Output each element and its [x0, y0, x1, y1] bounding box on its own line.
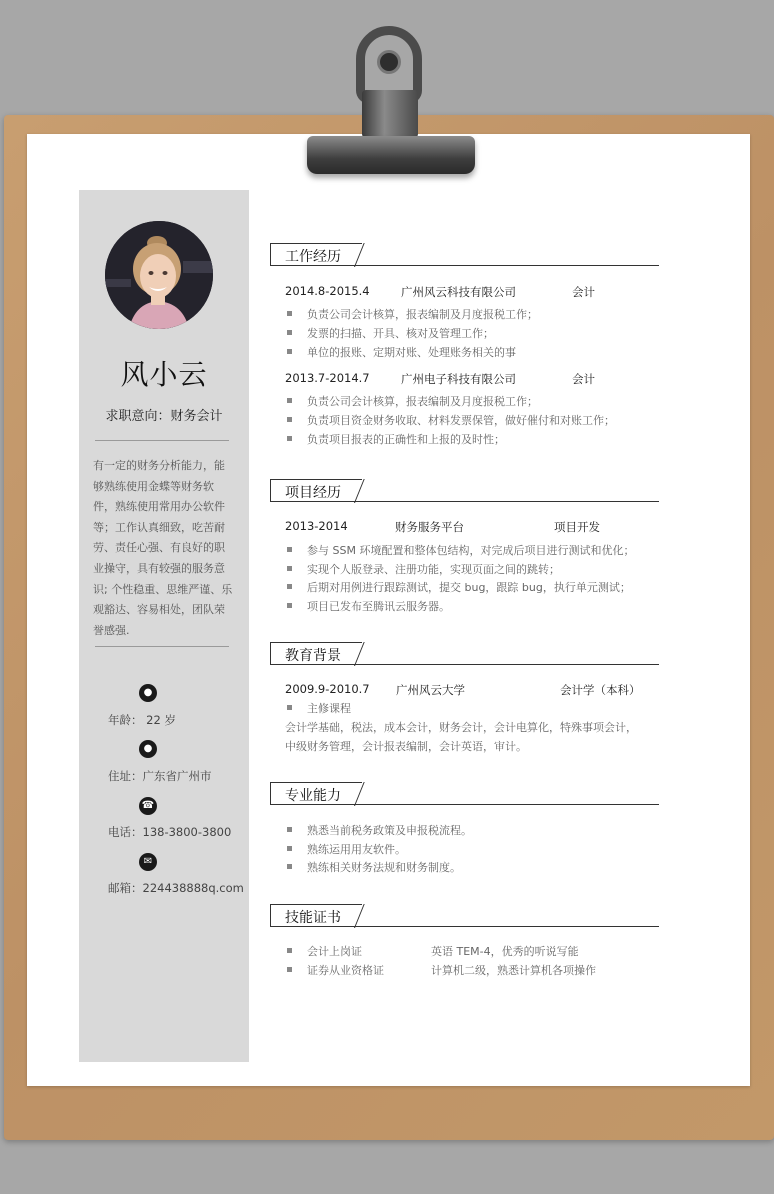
list-item: 后期对用例进行跟踪测试，提交 bug，跟踪 bug，执行单元测试；	[287, 579, 631, 595]
list-item: 实现个人版登录、注册功能，实现页面之间的跳转；	[287, 561, 560, 577]
section-rule	[270, 804, 659, 805]
section-project	[270, 479, 659, 503]
job-period: 2013.7-2014.7	[285, 371, 370, 385]
job-company: 广州电子科技有限公司	[401, 372, 516, 386]
profile-photo	[105, 221, 213, 329]
job-role: 会计	[572, 285, 595, 299]
list-item: 证券从业资格证	[287, 962, 384, 978]
person-icon: ●	[139, 684, 157, 702]
section-title: 教育背景	[285, 648, 341, 664]
binder-clip-base	[307, 136, 475, 174]
self-summary: 有一定的财务分析能力，能够熟练使用金蝶等财务软件，熟练使用常用办公软件等；工作认真细致，吃苦耐劳、责任心强、有良好的职业操守，具有较强的服务意识; 个性稳重、思维严谨、乐观豁达、容易相处，团队荣誉感强.	[93, 459, 233, 637]
education-school: 广州风云大学	[396, 683, 465, 697]
list-item: 参与 SSM 环境配置和整体包结构，对完成后项目进行测试和优化；	[287, 542, 634, 558]
section-rule	[270, 926, 659, 927]
sidebar-divider	[95, 440, 229, 441]
job-company: 广州风云科技有限公司	[401, 285, 516, 299]
education-period: 2009.9-2010.7	[285, 682, 370, 696]
candidate-name: 风小云	[120, 358, 208, 391]
section-skills	[270, 782, 659, 806]
job-role: 会计	[572, 372, 595, 386]
list-item: 负责项目报表的正确性和上报的及时性；	[287, 431, 505, 447]
list-item: 单位的报账、定期对账、处理账务相关的事	[287, 344, 516, 360]
list-item: 熟悉当前税务政策及申报税流程。	[287, 822, 472, 838]
project-period: 2013-2014	[285, 519, 348, 533]
section-education	[270, 642, 659, 666]
phone-icon: ☎	[139, 797, 157, 815]
list-item: 主修课程	[287, 700, 351, 716]
mail-icon: ✉	[139, 853, 157, 871]
binder-clip-body	[362, 90, 418, 138]
certificate-note: 英语 TEM-4，优秀的听说写能	[431, 945, 579, 958]
job-intent: 求职意向：财务会计	[105, 409, 223, 424]
binder-clip-hole	[377, 50, 401, 74]
list-item: 熟练运用用友软件。	[287, 841, 406, 857]
list-item: 负责公司会计核算，报表编制及月度报税工作；	[287, 393, 538, 409]
contact-address: 住址：广东省广州市	[108, 769, 212, 783]
contact-phone: 电话：138-3800-3800	[108, 825, 232, 839]
certificate-note: 计算机二级，熟悉计算机各项操作	[431, 964, 596, 977]
list-item: 负责项目资金财务收取、材料发票保管，做好催付和对账工作；	[287, 412, 615, 428]
section-rule	[270, 265, 659, 266]
sidebar-divider	[95, 646, 229, 647]
project-role: 项目开发	[554, 520, 600, 534]
project-name: 财务服务平台	[395, 520, 464, 534]
job-period: 2014.8-2015.4	[285, 284, 370, 298]
section-title: 专业能力	[285, 788, 341, 804]
section-title: 工作经历	[285, 249, 341, 265]
contact-age: 年龄： 22 岁	[108, 713, 176, 727]
section-title: 项目经历	[285, 485, 341, 501]
list-item: 项目已发布至腾讯云服务器。	[287, 598, 450, 614]
list-item: 发票的扫描、开具、核对及管理工作；	[287, 325, 494, 341]
list-item: 熟练相关财务法规和财务制度。	[287, 859, 461, 875]
section-rule	[270, 501, 659, 502]
section-certificates	[270, 904, 659, 928]
courses-text: 会计学基础，税法，成本会计，财务会计，会计电算化，特殊事项会计，	[285, 721, 637, 734]
list-item: 负责公司会计核算，报表编制及月度报税工作；	[287, 306, 538, 322]
contact-email: 邮箱：224438888q.com	[108, 881, 244, 895]
courses-text: 中级财务管理，会计报表编制，会计英语，审计。	[285, 740, 527, 753]
section-title: 技能证书	[285, 910, 341, 926]
location-pin-icon: ●	[139, 740, 157, 758]
section-rule	[270, 664, 659, 665]
education-major: 会计学（本科）	[560, 683, 641, 697]
list-item: 会计上岗证	[287, 943, 362, 959]
section-work	[270, 243, 659, 267]
